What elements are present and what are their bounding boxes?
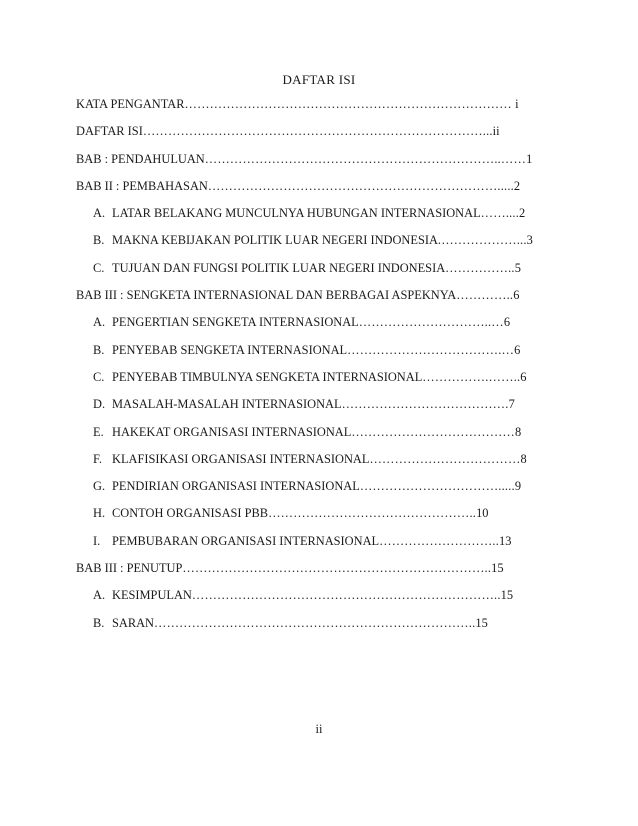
toc-entry-title: HAKEKAT ORGANISASI INTERNASIONAL (112, 425, 352, 439)
toc-entry-title: TUJUAN DAN FUNGSI POLITIK LUAR NEGERI INDONESIA (112, 261, 446, 275)
toc-entry-leader: ……………………….. (379, 534, 500, 548)
toc-entry-page: 15 (475, 616, 488, 630)
toc-entry-title: PENYEBAB SENGKETA INTERNASIONAL (112, 343, 348, 357)
toc-entry-title: SARAN (112, 616, 154, 630)
toc-entry-page: 2 (513, 179, 521, 193)
toc-entry-page: 15 (500, 589, 514, 603)
toc-entry-page: 10 (476, 507, 489, 521)
toc-entry-title: LATAR BELAKANG MUNCULNYA HUBUNGAN INTERNASIONAL (112, 207, 481, 221)
toc-entry-leader: .………………... (437, 234, 527, 248)
toc-entry-letter: B. (93, 616, 105, 630)
toc-entry-page: 1 (526, 152, 533, 166)
toc-entry (76, 153, 546, 180)
toc-entry-title: PEMBUBARAN ORGANISASI INTERNASIONAL (112, 534, 380, 548)
toc-entry-letter: G. (93, 480, 106, 494)
toc-entry-leader: ……………………………………………………………….. (191, 589, 501, 603)
toc-entry-letter: A. (93, 589, 106, 603)
toc-entry-title: DAFTAR ISI (76, 125, 143, 139)
toc-entry (76, 234, 546, 261)
toc-entry (76, 207, 546, 234)
toc-entry-leader: …………………………..… (358, 316, 504, 330)
toc-entry-title: CONTOH ORGANISASI PBB (112, 507, 269, 521)
toc-entry-page: 6 (513, 289, 520, 303)
toc-entry-leader: ………………………………………….. (268, 507, 477, 521)
toc-entry-letter: E. (93, 425, 104, 439)
toc-entry-letter: F. (93, 452, 102, 466)
toc-entry-page: 6 (520, 370, 527, 384)
toc-entry-title: PENGERTIAN SENGKETA INTERNASIONAL (112, 316, 359, 330)
page-number: ii (315, 722, 323, 736)
toc-entry (76, 398, 546, 425)
page-title: DAFTAR ISI (282, 72, 356, 87)
toc-entry (76, 589, 546, 616)
toc-entry-letter: H. (93, 507, 106, 521)
toc-entry-title: PENDIRIAN ORGANISASI INTERNASIONAL (112, 480, 360, 494)
toc-entry-title: BAB II : PEMBAHASAN (76, 179, 208, 193)
toc-entry-leader: ……………………………..... (359, 480, 515, 494)
toc-entry (76, 371, 546, 398)
toc-entry (76, 125, 546, 152)
toc-entry-page: ii (492, 125, 500, 139)
toc-entry-leader: ……………………………………………………………..... (207, 179, 514, 193)
toc-entry-title: MAKNA KEBIJAKAN POLITIK LUAR NEGERI INDONESIA (112, 234, 438, 248)
toc-entry-page: 9 (514, 480, 522, 494)
toc-entry (76, 316, 546, 343)
toc-entry-leader: ……………………………………………………………..…… (204, 152, 527, 166)
toc-entry-leader: …………………………………………………………………… (184, 98, 516, 111)
toc-entry-title: MASALAH-MASALAH INTERNASIONAL (112, 398, 342, 412)
toc-entry-title: BAB III : SENGKETA INTERNASIONAL DAN BERBAGAI ASPEKNYA (76, 289, 457, 303)
toc-entry-leader: ………….. (456, 289, 514, 303)
toc-entry-letter: C. (93, 370, 105, 384)
toc-entry-page: 8 (515, 425, 522, 439)
toc-entry-leader: ……………………………….… (347, 343, 515, 357)
toc-entry-title: KLAFISIKASI ORGANISASI INTERNASIONAL (112, 452, 370, 466)
toc-entry-letter: D. (93, 398, 106, 412)
toc-entry (76, 289, 546, 316)
toc-entry (76, 262, 546, 289)
toc-entry-leader: …….... (480, 207, 520, 221)
toc-entry-title: BAB : PENDAHULUAN (76, 152, 205, 166)
toc-entry-page: 15 (491, 562, 504, 576)
toc-entry-page: 13 (499, 534, 512, 548)
toc-entry-letter: A. (93, 316, 106, 330)
toc-entry (76, 98, 546, 125)
toc-entry (76, 535, 546, 562)
toc-entry-letter: B. (93, 343, 105, 357)
toc-entry-page: 7 (508, 398, 515, 412)
toc-entry-leader: …………….. (445, 261, 515, 275)
toc-entry-title: BAB III : PENUTUP (76, 562, 183, 576)
toc-entry (76, 344, 546, 371)
toc-entry (76, 480, 546, 507)
toc-entry-leader: ……………………………… (369, 452, 521, 466)
toc-entry-title: PENYEBAB TIMBULNYA SENGKETA INTERNASIONAL (112, 370, 423, 384)
toc-entry-title: KATA PENGANTAR (76, 98, 185, 111)
toc-entry (76, 562, 546, 589)
toc-entry (76, 453, 546, 480)
toc-entry-leader: ………………………………… (351, 425, 516, 439)
toc-entry-title: KESIMPULAN (112, 589, 192, 603)
toc-entry-letter: I. (93, 534, 101, 548)
toc-entry-leader: ……………………………………………………………….. (182, 562, 492, 576)
toc-entry (76, 507, 546, 534)
toc-entry-page: 6 (503, 316, 511, 330)
toc-entry-page: 2 (519, 207, 526, 221)
table-of-contents (76, 98, 546, 644)
toc-entry-leader: ………………………………………………………………………... (142, 125, 493, 139)
toc-entry-letter: B. (93, 234, 105, 248)
toc-entry-leader: …………….…….. (422, 370, 521, 384)
toc-entry-letter: C. (93, 261, 105, 275)
toc-entry-leader: ………………………………………………………………….. (154, 616, 476, 630)
toc-entry (76, 426, 546, 453)
toc-entry-letter: A. (93, 207, 106, 221)
toc-entry-page: i (515, 98, 519, 111)
toc-entry-leader: …………………………………. (341, 398, 509, 412)
toc-entry-page: 5 (514, 261, 521, 275)
toc-entry-page: 3 (526, 234, 533, 248)
toc-entry-page: 8 (520, 452, 527, 466)
toc-entry (76, 617, 546, 644)
toc-entry-page: 6 (514, 343, 521, 357)
toc-entry (76, 180, 546, 207)
